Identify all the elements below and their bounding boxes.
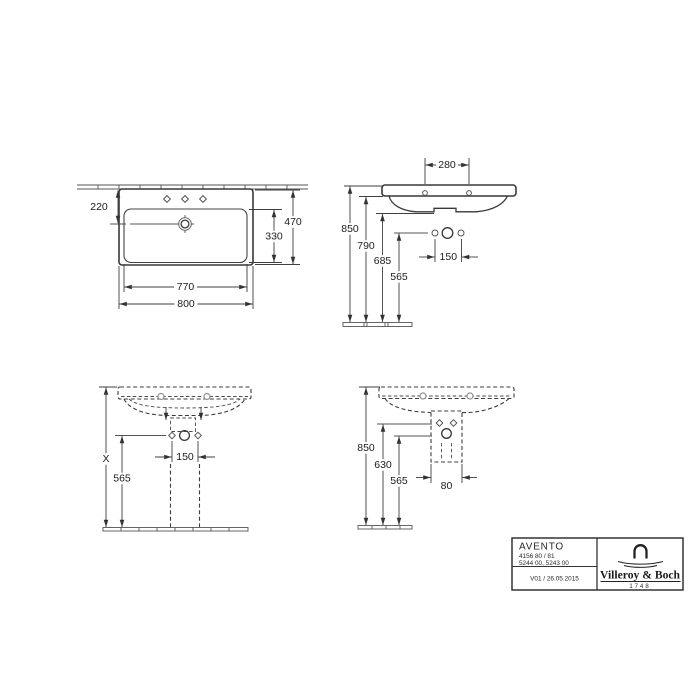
dim-label-220: 220 xyxy=(90,201,108,213)
side-view xyxy=(339,158,517,327)
dim-label-280: 280 xyxy=(438,159,456,171)
dim-label-790: 790 xyxy=(357,240,375,252)
pedestal-outline-dashed xyxy=(171,464,200,527)
basin-outline-dashed xyxy=(118,387,251,399)
rim-hole-left xyxy=(420,393,426,399)
dim-label-80: 80 xyxy=(440,480,453,492)
dimension-565-side xyxy=(388,234,411,323)
bowl-profile-dashed-left xyxy=(385,399,431,413)
plan-view xyxy=(77,185,308,310)
title-block xyxy=(512,538,683,590)
dimension-850 xyxy=(355,387,381,525)
dim-label-770: 770 xyxy=(176,281,195,293)
basin-rim-profile xyxy=(382,185,516,196)
dimension-565-sidep xyxy=(388,436,433,525)
bowl-outline-dashed xyxy=(124,399,245,416)
dimension-565-front xyxy=(111,436,167,528)
rim-hole-left xyxy=(423,191,428,196)
drain-box-dashed xyxy=(171,418,196,432)
article-number-1: 4156 80 / 81 xyxy=(519,553,555,560)
front-pedestal-view xyxy=(99,387,251,531)
dim-label-150: 150 xyxy=(176,451,194,463)
brand-name: Villeroy & Boch xyxy=(600,569,681,582)
dimension-280 xyxy=(425,158,469,184)
dim-label-330: 330 xyxy=(265,230,283,243)
wall-mounting-holes xyxy=(394,228,464,239)
dim-label-565: 565 xyxy=(113,472,131,485)
rim-hole-right xyxy=(467,393,473,399)
dimension-150-front xyxy=(155,441,215,463)
dimension-x xyxy=(99,387,117,527)
bowl-profile-dashed-right xyxy=(462,399,509,413)
floor-line-side xyxy=(343,323,412,327)
bowl-profile xyxy=(389,196,508,212)
revision-date: V01 / 26.05.2015 xyxy=(530,575,579,583)
article-number-2: 5244 00, 5243 00 xyxy=(519,560,569,567)
wall-mounting-holes xyxy=(436,420,457,459)
dimension-80 xyxy=(416,464,477,492)
dim-label-x: X xyxy=(102,453,110,465)
dim-label-150: 150 xyxy=(439,251,458,263)
brand-founded-year: 1748 xyxy=(629,584,651,591)
dim-label-630: 630 xyxy=(374,459,392,471)
dimension-770 xyxy=(124,264,247,293)
dim-label-850: 850 xyxy=(341,223,359,235)
dimension-685 xyxy=(371,214,434,323)
floor-line-front xyxy=(103,528,248,532)
dim-label-800: 800 xyxy=(177,298,195,310)
rim-hole-left xyxy=(158,394,164,400)
basin-profile-dashed xyxy=(379,387,514,399)
side-pedestal-view xyxy=(355,387,515,529)
dimension-330 xyxy=(249,210,286,263)
dimension-470 xyxy=(255,190,305,265)
series-name: AVENTO xyxy=(519,541,564,553)
dim-label-565: 565 xyxy=(390,271,408,283)
dim-label-850: 850 xyxy=(357,442,375,454)
wall-mounting-holes xyxy=(169,431,202,441)
bowl-inner-dashed xyxy=(129,399,240,408)
dim-label-565: 565 xyxy=(390,475,408,487)
dim-label-470: 470 xyxy=(284,216,302,228)
rim-hole-right xyxy=(467,191,472,196)
siphon-cover-dashed xyxy=(431,411,462,462)
dimension-850 xyxy=(339,186,384,322)
dimension-150-side xyxy=(419,239,478,263)
dim-label-685: 685 xyxy=(373,255,392,267)
floor-line-sidep xyxy=(358,526,412,530)
rim-hole-right xyxy=(204,394,210,400)
